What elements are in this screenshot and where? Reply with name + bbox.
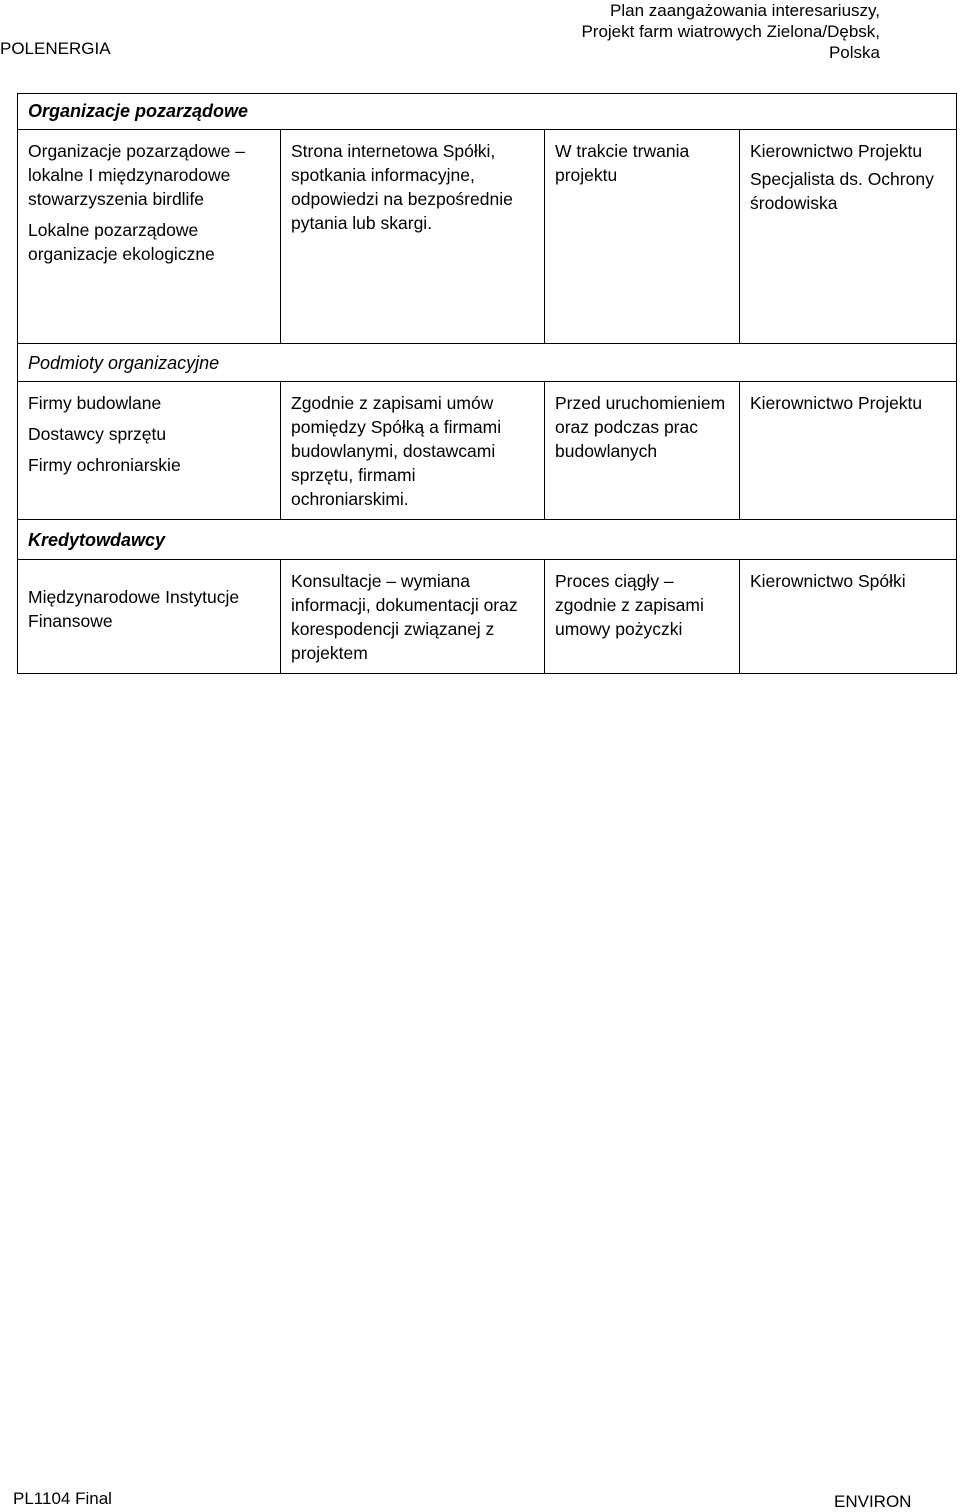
method-cell: Zgodnie z zapisami umów pomiędzy Spółką a firmami budowlanymi, dostawcami sprzętu, firmami ochroniarskimi. <box>281 382 545 520</box>
table-row <box>18 382 957 520</box>
stakeholder-text: Lokalne pozarządowe organizacje ekologiczne <box>28 220 215 264</box>
responsible-text: Specjalista ds. Ochrony środowiska <box>750 169 934 213</box>
section-row <box>18 94 957 130</box>
responsible-cell: Kierownictwo Spółki <box>740 560 957 674</box>
brand-name: ENVIRON <box>834 1492 912 1511</box>
table-row <box>18 560 957 674</box>
timing-cell: W trakcie trwania projektu <box>545 130 740 344</box>
stakeholder-cell: Międzynarodowe Instytucje Finansowe <box>18 560 281 674</box>
stakeholder-text: Firmy ochroniarskie <box>28 455 181 475</box>
responsible-cell <box>740 130 957 344</box>
timing-cell: Przed uruchomieniem oraz podczas prac budowlanych <box>545 382 740 520</box>
document-title-line: Polska <box>828 43 880 62</box>
document-title-line: Projekt farm wiatrowych Zielona/Dębsk, <box>581 22 880 41</box>
timing-cell: Proces ciągły – zgodnie z zapisami umowy pożyczki <box>545 560 740 674</box>
stakeholder-cell <box>18 382 281 520</box>
company-name: POLENERGIA <box>0 39 111 58</box>
stakeholder-text: Firmy budowlane <box>28 393 162 413</box>
responsible-text: Kierownictwo Projektu <box>750 141 923 161</box>
stakeholder-text: Organizacje pozarządowe – lokalne I międzynarodowe stowarzyszenia birdlife <box>28 141 245 209</box>
method-cell: Strona internetowa Spółki, spotkania informacyjne, odpowiedzi na bezpośrednie pytania lub skargi. <box>281 130 545 344</box>
subsection-title: Podmioty organizacyjne <box>18 344 957 382</box>
responsible-cell: Kierownictwo Projektu <box>740 382 957 520</box>
subsection-row <box>18 520 957 560</box>
method-cell: Konsultacje – wymiana informacji, dokumentacji oraz korespodencji związanej z projektem <box>281 560 545 674</box>
stakeholder-text: Dostawcy sprzętu <box>28 424 167 444</box>
subsection-row <box>18 344 957 382</box>
stakeholder-cell <box>18 130 281 344</box>
stakeholder-table <box>17 93 957 674</box>
table-row <box>18 130 957 344</box>
document-title-line: Plan zaangażowania interesariuszy, <box>610 1 880 20</box>
document-title <box>581 0 880 63</box>
section-title: Organizacje pozarządowe <box>18 94 957 130</box>
subsection-title: Kredytowdawcy <box>18 520 957 560</box>
document-id: PL1104 Final <box>13 1489 112 1508</box>
